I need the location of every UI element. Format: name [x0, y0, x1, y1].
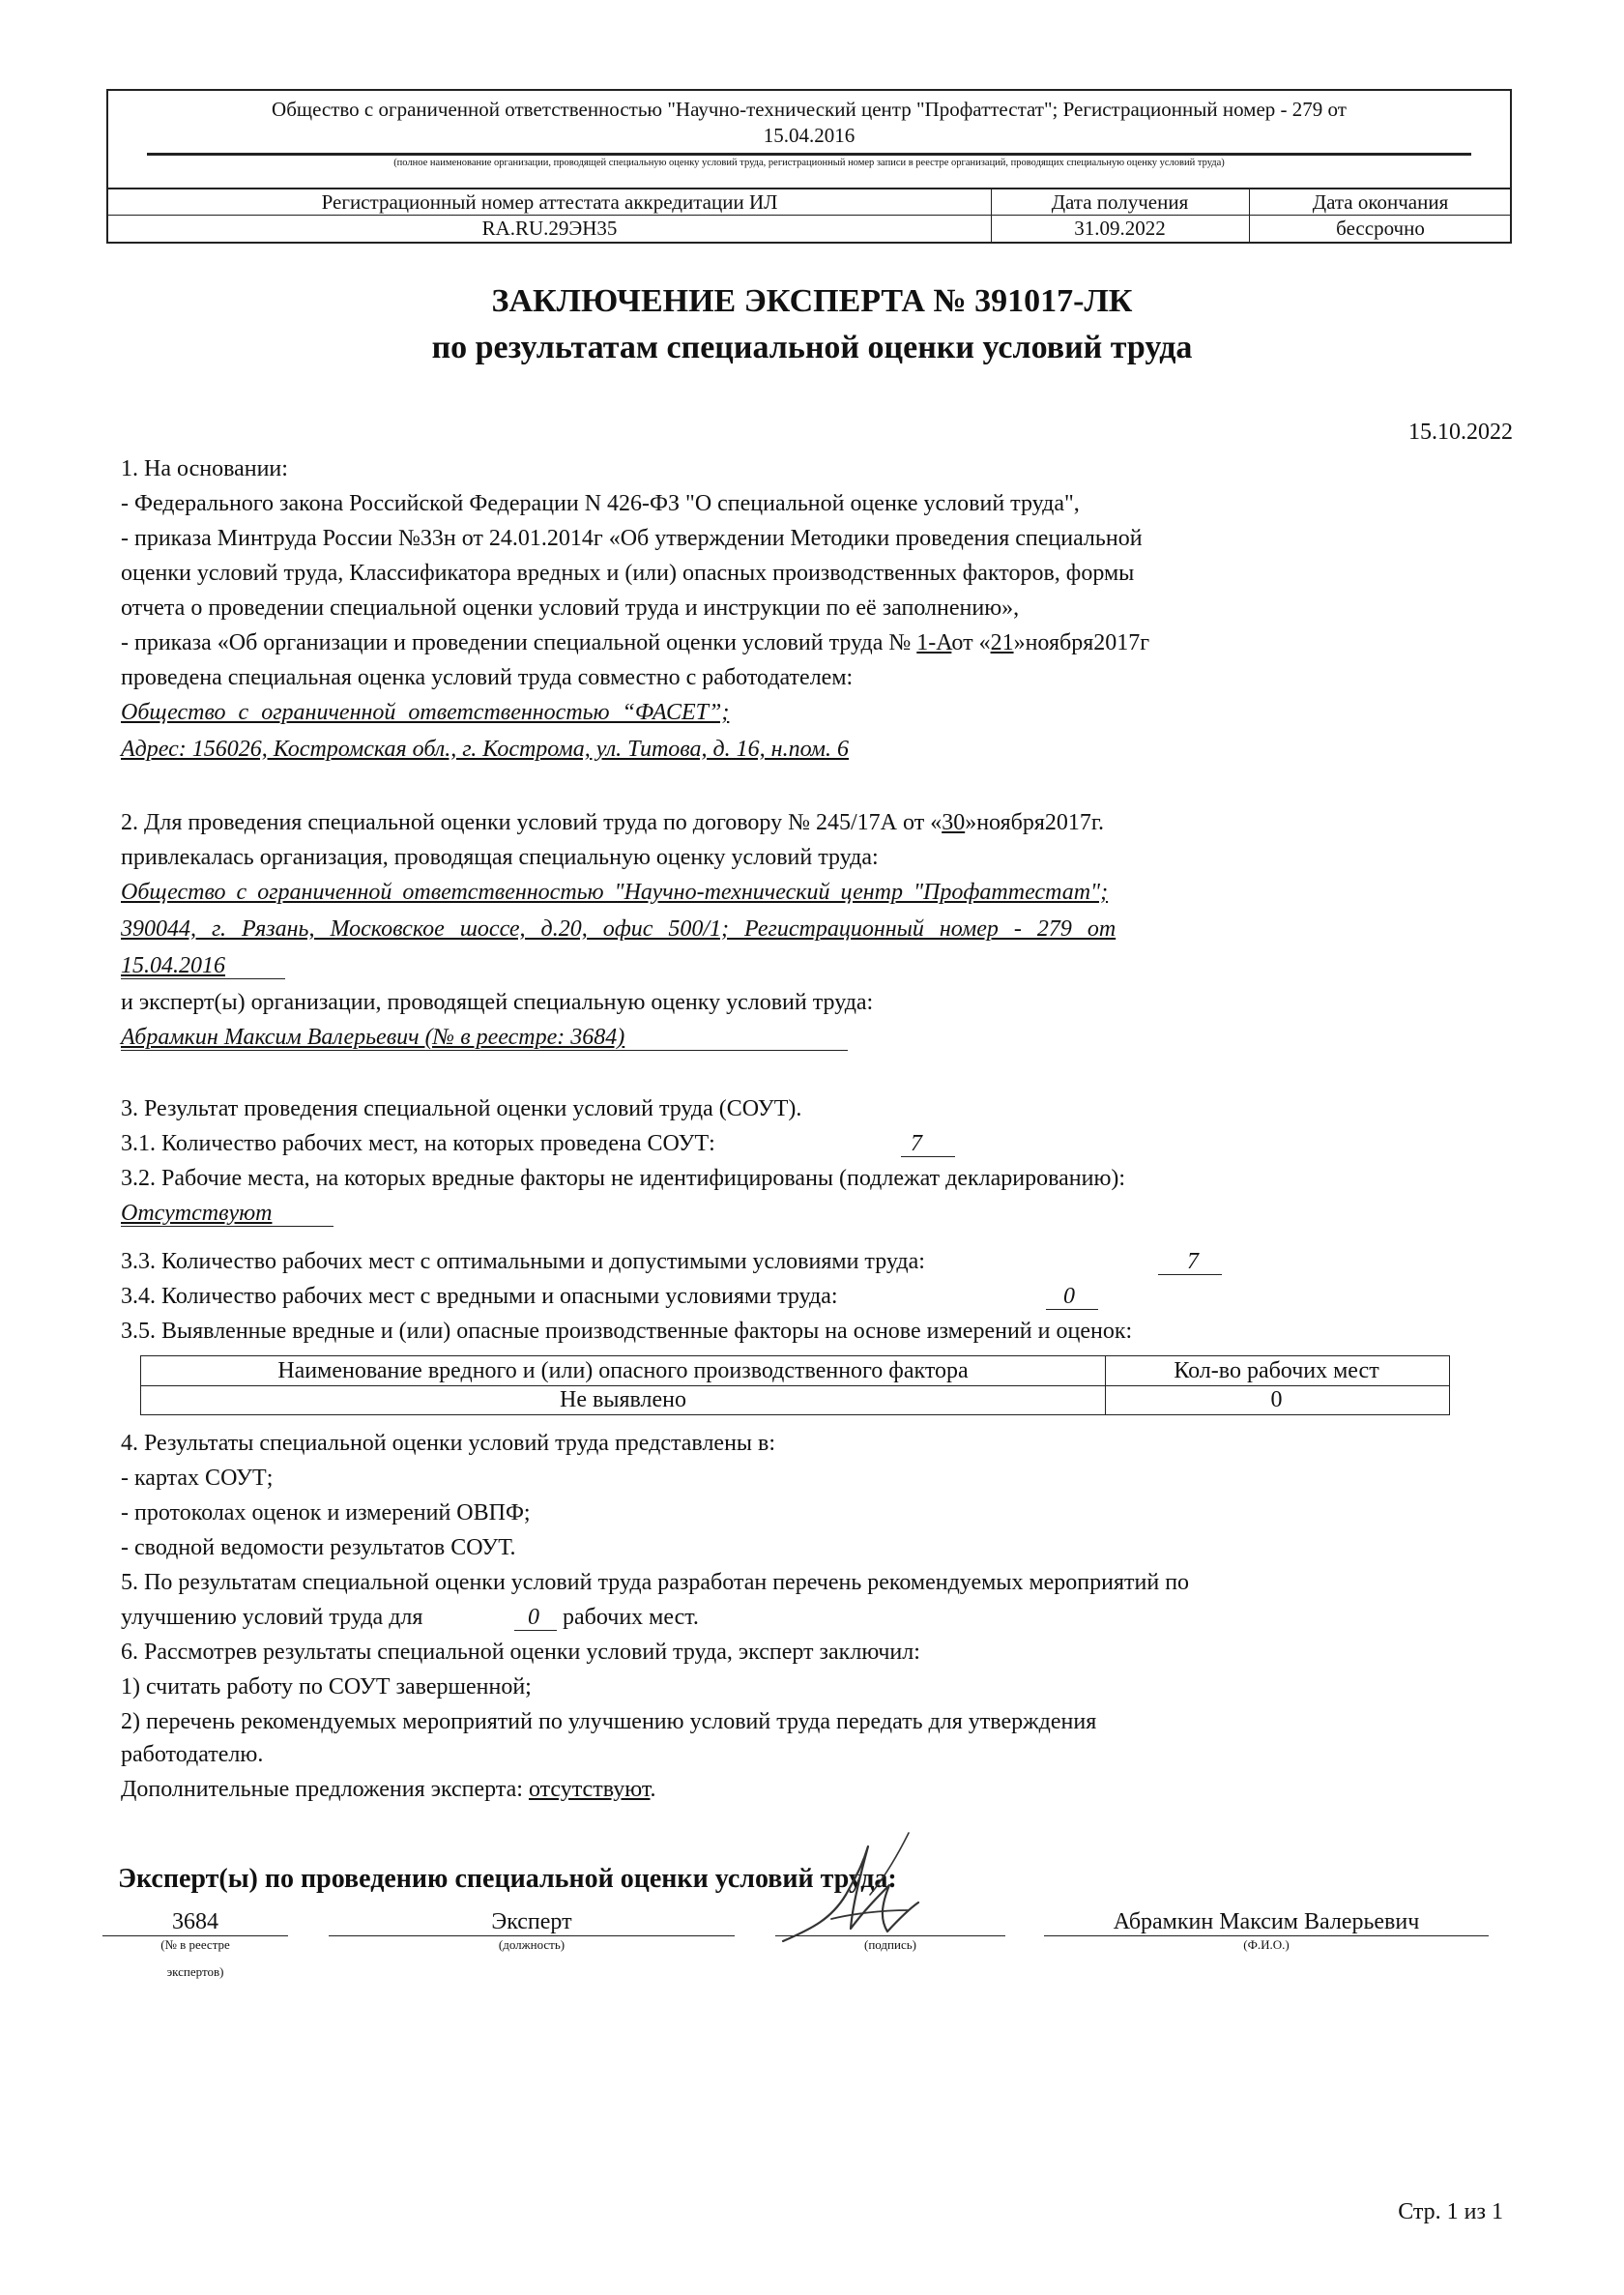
section-3-2: 3.2. Рабочие места, на которых вредные факторы не идентифицированы (подлежат декларированию): — [121, 1166, 1126, 1191]
section-2-contract: 2. Для проведения специальной оценки условий труда по договору № 245/17А от «30»ноября2017г. — [121, 810, 1104, 835]
document-title: ЗАКЛЮЧЕНИЕ ЭКСПЕРТА № 391017-ЛК — [491, 283, 1133, 319]
handwritten-signature — [773, 1827, 947, 1962]
order-day: 21 — [990, 630, 1014, 655]
expiry-date-header: Дата окончания — [1312, 190, 1449, 214]
section-4-item: - сводной ведомости результатов СОУТ. — [121, 1535, 516, 1560]
section-2-engaged: привлекалась организация, проводящая специальную оценку условий труда: — [121, 845, 879, 870]
position-value: Эксперт — [491, 1909, 572, 1934]
section-4-heading: 4. Результаты специальной оценки условий труда представлены в: — [121, 1431, 776, 1456]
order-number: 1-А — [916, 630, 952, 655]
section-3-3-value: 7 — [1187, 1249, 1199, 1274]
expert-name: Абрамкин Максим Валерьевич (№ в реестре: 3684) — [121, 1025, 625, 1050]
registry-number-caption-2: экспертов) — [166, 1964, 224, 1979]
section-5-suffix: рабочих мест. — [563, 1605, 699, 1630]
section-3-5: 3.5. Выявленные вредные и (или) опасные производственные факторы на основе измерений и оценок: — [121, 1319, 1133, 1344]
position-caption: (должность) — [498, 1937, 566, 1952]
section-1-intro: 1. На основании: — [121, 456, 288, 481]
issue-date-header: Дата получения — [1051, 190, 1189, 214]
section-6-item-2-line-1: 2) перечень рекомендуемых мероприятий по улучшению условий труда передать для утверждения — [121, 1709, 1097, 1734]
document-date: 15.10.2022 — [1408, 420, 1513, 445]
section-6-heading: 6. Рассмотрев результаты специальной оценки условий труда, эксперт заключил: — [121, 1640, 920, 1665]
issue-date-value: 31.09.2022 — [1074, 217, 1166, 240]
harmful-factors-table — [140, 1355, 1450, 1415]
assessor-org-line-2: 390044, г. Рязань, Московское шоссе, д.20, офис 500/1; Регистрационный номер - 279 от — [121, 916, 1116, 942]
header-divider — [147, 153, 1471, 156]
section-3-heading: 3. Результат проведения специальной оценки условий труда (СОУТ). — [121, 1096, 802, 1121]
section-5-line-2: улучшению условий труда для — [121, 1605, 423, 1630]
employer-name: Общество с ограниченной ответственностью “ФАСЕТ”; — [121, 700, 730, 725]
factor-name-cell: Не выявлено — [560, 1387, 686, 1412]
factor-name-header: Наименование вредного и (или) опасного производственного фактора — [277, 1358, 969, 1383]
section-3-1: 3.1. Количество рабочих мест, на которых проведена СОУТ: — [121, 1131, 715, 1156]
section-3-4: 3.4. Количество рабочих мест с вредными и опасными условиями труда: — [121, 1284, 838, 1309]
section-1-conducted: проведена специальная оценка условий труда совместно с работодателем: — [121, 665, 854, 690]
section-1-order-line-3: отчета о проведении специальной оценки условий труда и инструкции по её заполнению», — [121, 596, 1020, 621]
organization-header — [106, 89, 1512, 244]
section-1-internal-order: - приказа «Об организации и проведении специальной оценки условий труда № 1-Аот «21»ноября2017г — [121, 630, 1150, 655]
fio-caption: (Ф.И.О.) — [1243, 1937, 1290, 1952]
expert-proposals-value: отсутствуют — [528, 1777, 651, 1802]
assessor-org-line-1: Общество с ограниченной ответственностью "Научно-технический центр "Профаттестат"; — [121, 880, 1109, 905]
signature-caption: (подпись) — [864, 1937, 916, 1952]
employer-address: Адрес: 156026, Костромская обл., г. Кострома, ул. Титова, д. 16, н.пом. 6 — [121, 737, 849, 762]
section-1-law: - Федерального закона Российской Федерации N 426-ФЗ "О специальной оценке условий труда", — [121, 491, 1080, 516]
organization-caption: (полное наименование организации, проводящей специальную оценку условий труда, регистрационный номер записи в реестре организаций, проводящих специальную оценку условий труда) — [393, 158, 1225, 168]
section-5-line-1: 5. По результатам специальной оценки условий труда разработан перечень рекомендуемых мероприятий по — [121, 1570, 1190, 1595]
signature-heading: Эксперт(ы) по проведению специальной оценки условий труда: — [118, 1864, 897, 1894]
section-3-2-value: Отсутствуют — [121, 1201, 273, 1226]
assessor-org-line-3: 15.04.2016 — [121, 953, 225, 978]
section-1-order-line-1: - приказа Минтруда России №33н от 24.01.2014г «Об утверждении Методики проведения специальной — [121, 526, 1143, 551]
contract-day: 30 — [942, 810, 966, 835]
section-2-experts-label: и эксперт(ы) организации, проводящей специальную оценку условий труда: — [121, 990, 874, 1015]
section-5-value: 0 — [528, 1605, 539, 1630]
factor-count-header: Кол-во рабочих мест — [1174, 1358, 1379, 1383]
accreditation-number-value: RA.RU.29ЭН35 — [481, 217, 618, 240]
section-6-item-2-line-2: работодателю. — [121, 1742, 264, 1767]
expert-proposals: Дополнительные предложения эксперта: отсутствуют. — [121, 1777, 656, 1802]
organization-name: Общество с ограниченной ответственностью "Научно-технический центр "Профаттестат"; Регистрационный номер - 279 от 15.04.2016 — [272, 98, 1347, 147]
accreditation-table — [108, 189, 1510, 244]
registry-number-value: 3684 — [172, 1909, 218, 1934]
registry-number-caption: (№ в реестре — [160, 1937, 230, 1952]
accreditation-number-header: Регистрационный номер аттестата аккредитации ИЛ — [321, 190, 778, 214]
expiry-date-value: бессрочно — [1336, 217, 1425, 240]
section-4-item: - протоколах оценок и измерений ОВПФ; — [121, 1500, 531, 1525]
section-6-item-1: 1) считать работу по СОУТ завершенной; — [121, 1674, 532, 1699]
fio-value: Абрамкин Максим Валерьевич — [1113, 1909, 1420, 1934]
section-1-order-line-2: оценки условий труда, Классификатора вредных и (или) опасных производственных факторов, формы — [121, 561, 1135, 586]
section-3-1-value: 7 — [911, 1131, 922, 1156]
document-subtitle: по результатам специальной оценки условий труда — [431, 330, 1193, 365]
page-number: Стр. 1 из 1 — [1398, 2199, 1503, 2224]
factor-count-cell: 0 — [1270, 1387, 1283, 1412]
section-3-4-value: 0 — [1063, 1284, 1075, 1309]
section-3-3: 3.3. Количество рабочих мест с оптимальными и допустимыми условиями труда: — [121, 1249, 925, 1274]
section-4-item: - картах СОУТ; — [121, 1466, 274, 1491]
